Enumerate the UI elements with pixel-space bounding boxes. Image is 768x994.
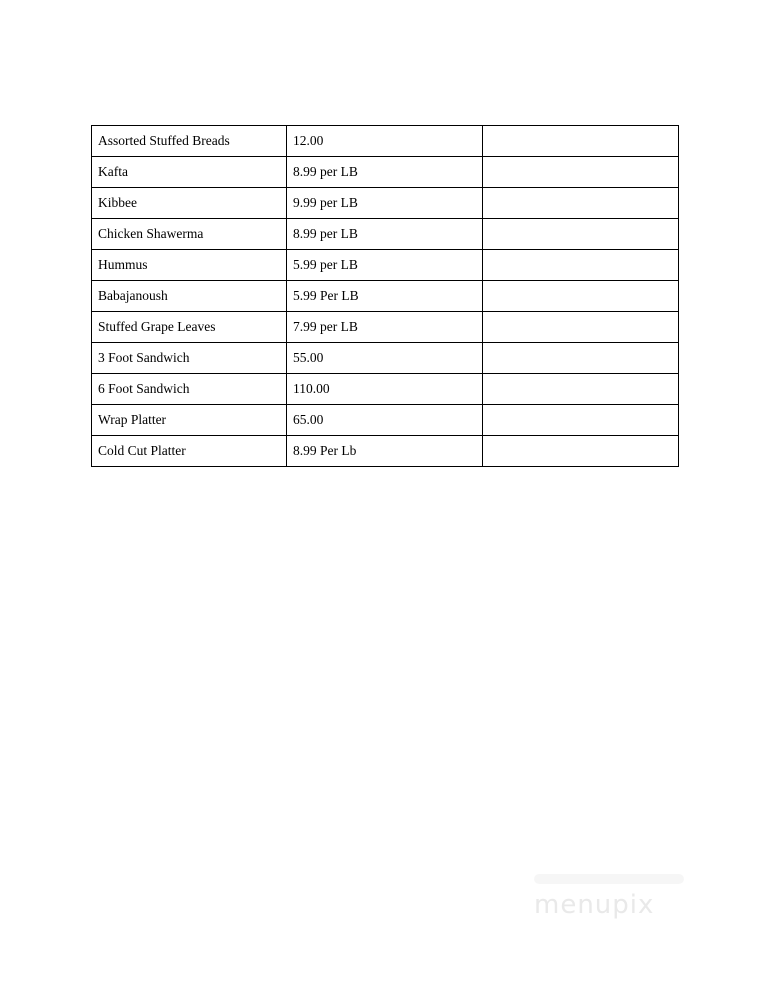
empty-cell [483,436,679,467]
item-price: 9.99 per LB [287,188,483,219]
item-name: Assorted Stuffed Breads [92,126,287,157]
empty-cell [483,405,679,436]
empty-cell [483,250,679,281]
item-price: 65.00 [287,405,483,436]
menupix-logo: menupix [534,890,655,920]
empty-cell [483,312,679,343]
menupix-watermark [528,872,688,934]
table-row [92,250,679,281]
item-name: Cold Cut Platter [92,436,287,467]
empty-cell [483,157,679,188]
item-name: 3 Foot Sandwich [92,343,287,374]
empty-cell [483,126,679,157]
item-price: 8.99 per LB [287,157,483,188]
item-name: 6 Foot Sandwich [92,374,287,405]
empty-cell [483,219,679,250]
empty-cell [483,374,679,405]
item-price: 8.99 Per Lb [287,436,483,467]
item-price: 5.99 per LB [287,250,483,281]
item-name: Stuffed Grape Leaves [92,312,287,343]
item-price: 55.00 [287,343,483,374]
menu-table [91,125,679,467]
item-name: Wrap Platter [92,405,287,436]
item-price: 110.00 [287,374,483,405]
item-price: 7.99 per LB [287,312,483,343]
watermark-tagline [534,874,684,884]
table-row [92,188,679,219]
item-name: Babajanoush [92,281,287,312]
item-price: 12.00 [287,126,483,157]
table-row [92,374,679,405]
table-row [92,219,679,250]
empty-cell [483,188,679,219]
table-row [92,436,679,467]
item-name: Kibbee [92,188,287,219]
item-price: 5.99 Per LB [287,281,483,312]
item-name: Chicken Shawerma [92,219,287,250]
item-name: Hummus [92,250,287,281]
table-row [92,126,679,157]
table-row [92,281,679,312]
table-row [92,343,679,374]
empty-cell [483,281,679,312]
table-row [92,405,679,436]
item-name: Kafta [92,157,287,188]
empty-cell [483,343,679,374]
table-row [92,157,679,188]
table-row [92,312,679,343]
item-price: 8.99 per LB [287,219,483,250]
